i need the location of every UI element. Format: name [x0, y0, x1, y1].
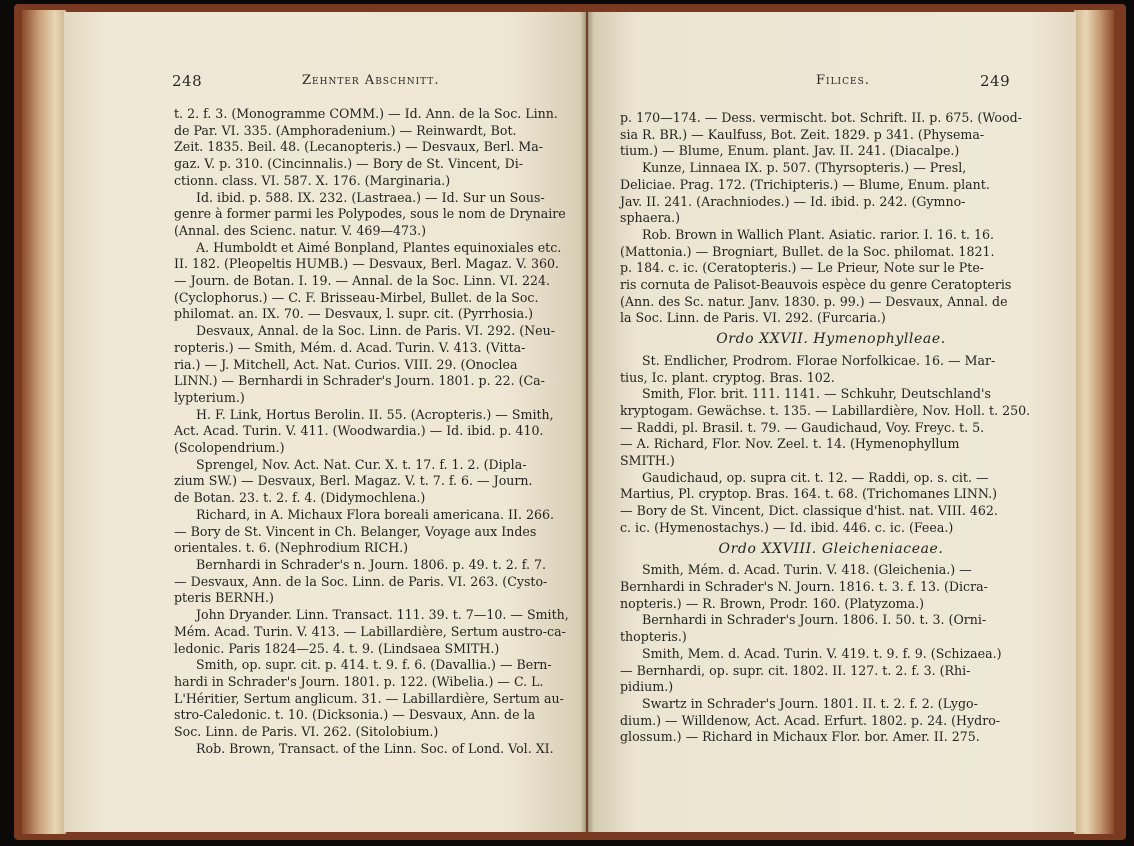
text-line: nopteris.) — R. Brown, Prodr. 160. (Platyzoma.)	[620, 595, 925, 611]
text-line: dium.) — Willdenow, Act. Acad. Erfurt. 1802. p. 24. (Hydro-	[620, 712, 1001, 728]
text-line: Deliciae. Prag. 172. (Trichipteris.) — Blume, Enum. plant.	[620, 176, 990, 192]
text-line: Mém. Acad. Turin. V. 413. — Labillardière, Sertum austro-ca-	[174, 623, 566, 639]
text-line: (Cyclophorus.) — C. F. Brisseau-Mirbel, Bullet. de la Soc.	[174, 289, 539, 305]
right-page-text	[620, 110, 1042, 746]
text-line: Gaudichaud, op. supra cit. t. 12. — Raddi, op. s. cit. —	[642, 469, 989, 485]
text-line: de Botan. 23. t. 2. f. 4. (Didymochlena.)	[174, 490, 426, 506]
text-line: — A. Richard, Flor. Nov. Zeel. t. 14. (Hymenophyllum	[620, 436, 960, 452]
text-line: sphaera.)	[620, 210, 681, 226]
text-line: ledonic. Paris 1824—25. 4. t. 9. (Lindsaea SMITH.)	[174, 640, 500, 656]
text-line: la Soc. Linn. de Paris. VI. 292. (Furcaria.)	[620, 310, 886, 326]
text-line: — Bernhardi, op. supr. cit. 1802. II. 127. t. 2. f. 3. (Rhi-	[620, 662, 971, 678]
text-line: Martius, Pl. cryptop. Bras. 164. t. 68. (Trichomanes LINN.)	[620, 486, 998, 502]
text-line: Richard, in A. Michaux Flora boreali americana. II. 266.	[196, 506, 555, 522]
text-line: Soc. Linn. de Paris. VI. 262. (Sitolobium.)	[174, 724, 439, 740]
text-line: Desvaux, Annal. de la Soc. Linn. de Paris. VI. 292. (Neu-	[196, 323, 555, 339]
text-line: — Bory de St. Vincent, Dict. classique d'hist. nat. VIII. 462.	[620, 503, 998, 519]
page-edges-left	[22, 10, 66, 834]
text-line: Smith, Mem. d. Acad. Turin. V. 419. t. 9. f. 9. (Schizaea.)	[642, 645, 1002, 661]
text-line: A. Humboldt et Aimé Bonpland, Plantes equinoxiales etc.	[196, 239, 562, 255]
text-line: L'Héritier, Sertum anglicum. 31. — Labillardière, Sertum au-	[174, 690, 564, 706]
right-page	[588, 12, 1076, 832]
text-line: John Dryander. Linn. Transact. 111. 39. t. 7—10. — Smith,	[196, 607, 569, 623]
text-line: Act. Acad. Turin. V. 411. (Woodwardia.) — Id. ibid. p. 410.	[174, 423, 544, 439]
text-line: orientales. t. 6. (Nephrodium RICH.)	[174, 540, 409, 556]
text-line: sia R. BR.) — Kaulfuss, Bot. Zeit. 1829. p 341. (Physema-	[620, 126, 985, 142]
left-page-number: 248	[172, 72, 203, 90]
text-line: c. ic. (Hymenostachys.) — Id. ibid. 446. c. ic. (Feea.)	[620, 519, 954, 535]
text-line: pidium.)	[620, 679, 674, 695]
left-running-head: Zehnter Abschnitt.	[302, 73, 440, 88]
text-line: Smith, Mém. d. Acad. Turin. V. 418. (Gleichenia.) —	[642, 562, 972, 578]
text-line: Sprengel, Nov. Act. Nat. Cur. X. t. 17. f. 1. 2. (Dipla-	[196, 456, 527, 472]
text-line: — Bory de St. Vincent in Ch. Belanger, Voyage aux Indes	[174, 523, 537, 539]
section-heading: Ordo XXVII. Hymenophylleae.	[716, 331, 946, 348]
text-line: Swartz in Schrader's Journ. 1801. II. t. 2. f. 2. (Lygo-	[642, 695, 978, 711]
left-page-text	[174, 106, 586, 757]
text-line: Bernhardi in Schrader's n. Journ. 1806. p. 49. t. 2. f. 7.	[196, 556, 546, 572]
text-line: Kunze, Linnaea IX. p. 507. (Thyrsopteris.) — Presl,	[642, 160, 967, 176]
text-line: pteris BERNH.)	[174, 590, 274, 606]
text-line: Rob. Brown in Wallich Plant. Asiatic. rarior. I. 16. t. 16.	[642, 226, 994, 242]
text-line: hardi in Schrader's Journ. 1801. p. 122. (Wibelia.) — C. L.	[174, 673, 544, 689]
text-line: St. Endlicher, Prodrom. Florae Norfolkicae. 16. — Mar-	[642, 352, 996, 368]
text-line: ctionn. class. VI. 587. X. 176. (Marginaria.)	[174, 172, 451, 188]
right-page-number: 249	[980, 72, 1011, 90]
text-line: kryptogam. Gewächse. t. 135. — Labillardière, Nov. Holl. t. 250.	[620, 402, 1031, 418]
text-line: Id. ibid. p. 588. IX. 232. (Lastraea.) — Id. Sur un Sous-	[196, 189, 545, 205]
text-line: II. 182. (Pleopeltis HUMB.) — Desvaux, Berl. Magaz. V. 360.	[174, 256, 559, 272]
text-line: Bernhardi in Schrader's Journ. 1806. I. 50. t. 3. (Orni-	[642, 612, 987, 628]
text-line: Rob. Brown, Transact. of the Linn. Soc. of Lond. Vol. XI.	[196, 740, 554, 756]
text-line: Smith, Flor. brit. 111. 1141. — Schkuhr, Deutschland's	[642, 386, 991, 402]
left-page	[64, 12, 586, 832]
text-line: de Par. VI. 335. (Amphoradenium.) — Reinwardt, Bot.	[174, 122, 517, 138]
text-line: Zeit. 1835. Beil. 48. (Lecanopteris.) — Desvaux, Berl. Ma-	[174, 139, 544, 155]
text-line: (Ann. des Sc. natur. Janv. 1830. p. 99.) — Desvaux, Annal. de	[620, 293, 1008, 309]
page-edges-right	[1074, 10, 1114, 834]
text-line: SMITH.)	[620, 453, 675, 469]
text-line: (Mattonia.) — Brogniart, Bullet. de la Soc. philomat. 1821.	[620, 243, 995, 259]
text-line: LINN.) — Bernhardi in Schrader's Journ. 1801. p. 22. (Ca-	[174, 373, 545, 389]
right-running-head: Filices.	[816, 73, 870, 88]
book-gutter	[580, 12, 594, 832]
text-line: glossum.) — Richard in Michaux Flor. bor. Amer. II. 275.	[620, 729, 980, 745]
text-line: (Scolopendrium.)	[174, 440, 285, 456]
text-line: tius, Ic. plant. cryptog. Bras. 102.	[620, 369, 835, 385]
text-line: Bernhardi in Schrader's N. Journ. 1816. t. 3. f. 13. (Dicra-	[620, 578, 988, 594]
text-line: ris cornuta de Palisot-Beauvois espèce du genre Ceratopteris	[620, 277, 1012, 293]
text-line: — Raddi, pl. Brasil. t. 79. — Gaudichaud, Voy. Freyc. t. 5.	[620, 419, 985, 435]
text-line: stro-Caledonic. t. 10. (Dicksonia.) — Desvaux, Ann. de la	[174, 707, 536, 723]
text-line: tium.) — Blume, Enum. plant. Jav. II. 241. (Diacalpe.)	[620, 143, 960, 159]
text-line: philomat. an. IX. 70. — Desvaux, l. supr. cit. (Pyrrhosia.)	[174, 306, 533, 322]
text-line: — Desvaux, Ann. de la Soc. Linn. de Paris. VI. 263. (Cysto-	[174, 573, 548, 589]
text-line: thopteris.)	[620, 629, 687, 645]
text-line: H. F. Link, Hortus Berolin. II. 55. (Acropteris.) — Smith,	[196, 406, 554, 422]
text-line: p. 170—174. — Dess. vermischt. bot. Schrift. II. p. 675. (Wood-	[620, 110, 1022, 125]
text-line: Smith, op. supr. cit. p. 414. t. 9. f. 6. (Davallia.) — Bern-	[196, 657, 552, 673]
text-line: — Journ. de Botan. I. 19. — Annal. de la Soc. Linn. VI. 224.	[174, 273, 551, 289]
text-line: genre à former parmi les Polypodes, sous le nom de Drynaire	[174, 206, 566, 222]
text-line: (Annal. des Scienc. natur. V. 469—473.)	[174, 222, 427, 238]
text-line: lypterium.)	[174, 389, 245, 405]
section-heading: Ordo XXVIII. Gleicheniaceae.	[718, 540, 944, 557]
text-line: t. 2. f. 3. (Monogramme COMM.) — Id. Ann. de la Soc. Linn.	[174, 106, 558, 121]
text-line: p. 184. c. ic. (Ceratopteris.) — Le Prieur, Note sur le Pte-	[620, 260, 985, 276]
text-line: zium SW.) — Desvaux, Berl. Magaz. V. t. 7. f. 6. — Journ.	[174, 473, 533, 489]
text-line: ria.) — J. Mitchell, Act. Nat. Curios. VIII. 29. (Onoclea	[174, 356, 518, 372]
text-line: ropteris.) — Smith, Mém. d. Acad. Turin. V. 413. (Vitta-	[174, 339, 526, 355]
text-line: gaz. V. p. 310. (Cincinnalis.) — Bory de St. Vincent, Di-	[174, 156, 524, 172]
text-line: Jav. II. 241. (Arachniodes.) — Id. ibid. p. 242. (Gymno-	[620, 193, 966, 209]
